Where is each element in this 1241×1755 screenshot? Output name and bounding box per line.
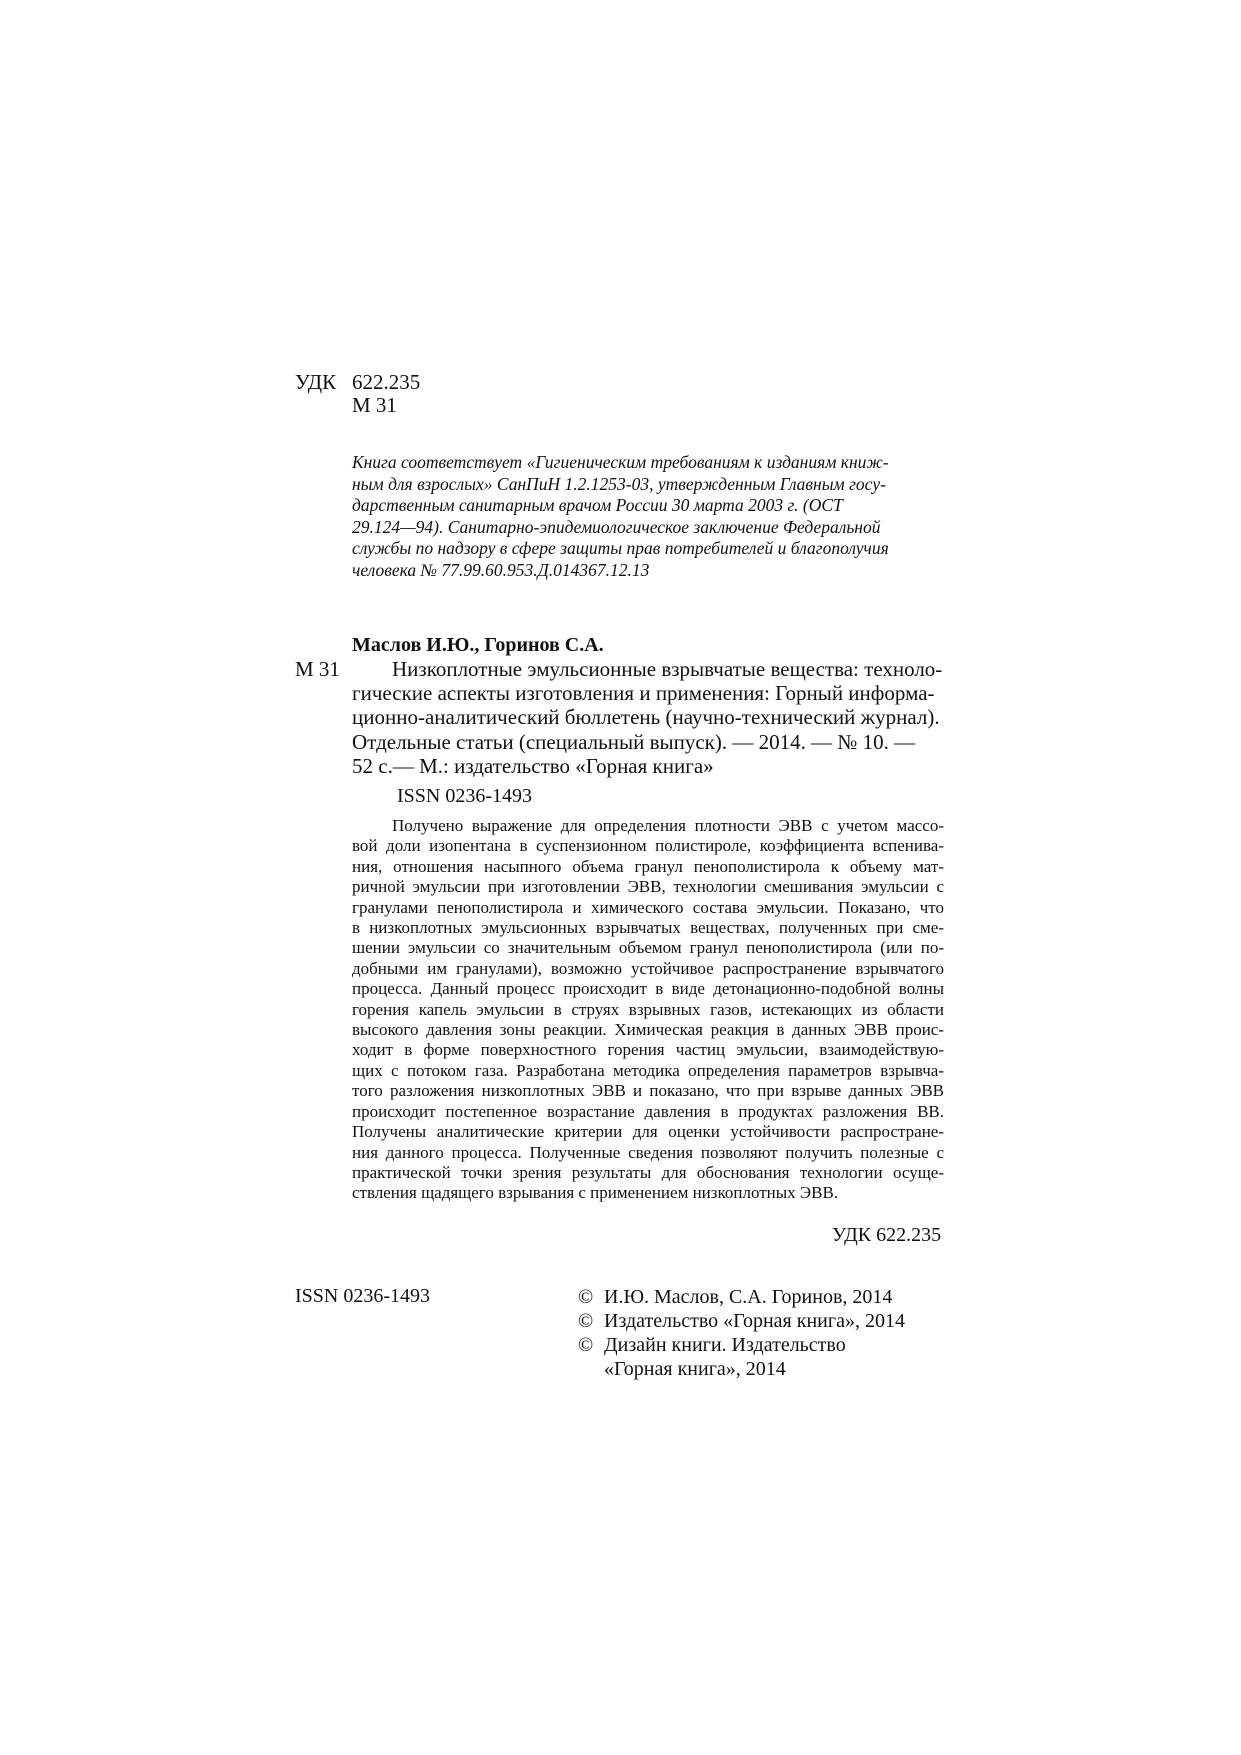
abstract-line: того разложения низкоплотных ЭВВ и показано, что при взрыве данных ЭВВ	[352, 1081, 944, 1101]
udk-label: УДК	[295, 370, 337, 394]
abstract-line: горения капель эмульсии в струях взрывных газов, истекающих из области	[352, 999, 944, 1019]
abstract-line: ричной эмульсии при изготовлении ЭВВ, технологии смешивания эмульсии с	[352, 877, 944, 897]
abstract	[352, 816, 944, 1204]
copyright-row	[578, 1333, 905, 1357]
abstract-line: вой доли изопентана в суспензионном полистироле, коэффициента вспенива-	[352, 836, 944, 856]
udk-number: 622.235	[352, 370, 421, 394]
biblio-line: ционно-аналитический бюллетень (научно-технический журнал).	[352, 705, 940, 730]
abstract-line: практической точки зрения результаты для обоснования технологии осуще-	[352, 1162, 944, 1182]
hygiene-line: ным для взрослых» СанПиН 1.2.1253-03, утвержденным Главным госу-	[352, 473, 886, 494]
abstract-line: Получено выражение для определения плотности ЭВВ с учетом массо-	[392, 816, 944, 835]
abstract-line: ствления щадящего взрывания с применением низкоплотных ЭВВ.	[352, 1183, 839, 1203]
hygiene-notice	[352, 452, 944, 582]
author-sign-code: М 31	[352, 393, 397, 417]
biblio-line: 52 с.— М.: издательство «Горная книга»	[352, 753, 714, 778]
copyright-block	[578, 1285, 905, 1381]
issn-line: ISSN 0236-1493	[397, 785, 533, 807]
abstract-line: шении эмульсии со значительным объемом гранул пенополистирола (или по-	[352, 938, 944, 958]
hygiene-line: Книга соответствует «Гигиеническим требованиям к изданиям книж-	[352, 452, 889, 472]
abstract-line: гранулами пенополистирола и химического состава эмульсии. Показано, что	[352, 897, 944, 917]
copyright-text: Дизайн книги. Издательство	[604, 1334, 846, 1356]
abstract-line: ходит в форме поверхностного горения частиц эмульсии, взаимодействую-	[352, 1040, 944, 1060]
copyright-symbol: ©	[578, 1334, 594, 1356]
udk-right: УДК 622.235	[832, 1224, 942, 1246]
abstract-line: добными им гранулами), возможно устойчивое распространение взрывчатого	[352, 958, 944, 978]
side-author-sign: М 31	[295, 657, 340, 681]
copyright-continuation: «Горная книга», 2014	[604, 1358, 786, 1380]
hygiene-line: 29.124—94). Санитарно-эпидемиологическое заключение Федеральной	[352, 516, 881, 537]
abstract-line: Получены аналитические критерии для оценки устойчивости распростране-	[352, 1122, 944, 1142]
issn-bottom: ISSN 0236-1493	[295, 1285, 431, 1307]
biblio-line: гические аспекты изготовления и применения: Горный информа-	[352, 681, 935, 706]
abstract-line: в низкоплотных эмульсионных взрывчатых веществах, полученных при сме-	[352, 918, 944, 938]
abstract-line: высокого давления зоны реакции. Химическая реакция в данных ЭВВ проис-	[352, 1020, 944, 1040]
abstract-line: ния, отношения насыпного объема гранул пенополистирола к объему мат-	[352, 856, 944, 876]
abstract-line: ния данного процесса. Полученные сведения позволяют получить полезные с	[352, 1142, 944, 1162]
copyright-row	[578, 1285, 905, 1309]
bibliographic-record	[352, 657, 944, 778]
abstract-line: щих с потоком газа. Разработана методика определения параметров взрывча-	[352, 1060, 944, 1080]
copyright-row	[578, 1309, 905, 1333]
hygiene-line: человека № 77.99.60.953.Д.014367.12.13	[352, 559, 650, 580]
hygiene-line: службы по надзору в сфере защиты прав потребителей и благополучия	[352, 538, 889, 559]
abstract-line: процесса. Данный процесс происходит в виде детонационно-подобной волны	[352, 979, 944, 999]
hygiene-line: дарственным санитарным врачом России 30 марта 2003 г. (ОСТ	[352, 495, 843, 516]
copyright-text: Издательство «Горная книга», 2014	[604, 1310, 905, 1332]
authors-heading: Маслов И.Ю., Горинов С.А.	[352, 634, 604, 656]
copyright-symbol: ©	[578, 1286, 594, 1308]
biblio-line: Низкоплотные эмульсионные взрывчатые вещества: техноло-	[392, 657, 943, 681]
abstract-line: происходит постепенное возрастание давления в продуктах разложения ВВ.	[352, 1101, 944, 1121]
biblio-line: Отдельные статьи (специальный выпуск). — 2014. — № 10. —	[352, 729, 916, 754]
copyright-text: И.Ю. Маслов, С.А. Горинов, 2014	[604, 1286, 893, 1308]
copyright-symbol: ©	[578, 1310, 594, 1332]
